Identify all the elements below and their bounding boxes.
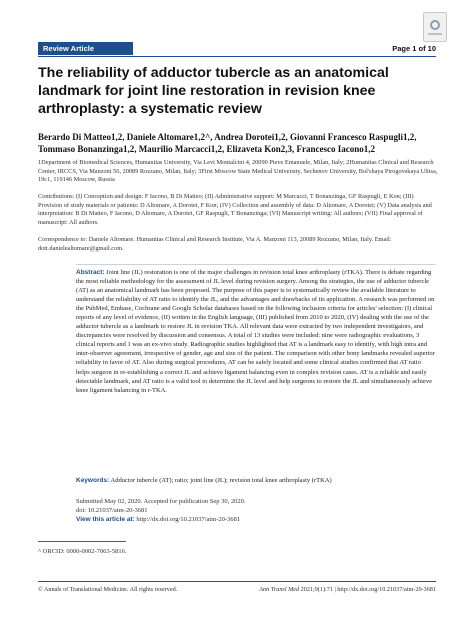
header-rule [38,56,436,57]
badge-bar [428,33,442,35]
keywords-label: Keywords: [76,477,110,484]
view-article-line [76,515,436,524]
orcid-footnote: ^ ORCID: 0000-0002-7063-5816. [38,548,127,555]
citation-journal: Ann Transl Med [259,586,300,593]
article-link[interactable]: http://dx.doi.org/10.21037/atm-20-3681 [136,516,241,523]
copyright: © Annals of Translational Medicine. All rights reserved. [38,586,178,593]
abstract [76,268,436,395]
abstract-label: Abstract: [76,269,105,276]
view-label: View this article at: [76,516,135,523]
article-title: The reliability of adductor tubercle as an anatomical landmark for joint line restoration in revision knee arthroplasty: a systematic review [38,65,389,117]
page-number: Page 1 of 10 [392,44,436,53]
check-for-updates-icon[interactable] [423,12,447,42]
abstract-text: Joint line (JL) restoration is one of the major challenges in revision total knee arthroplasty (rTKA). There is debate regarding the most reliable methodology for the assessment of JL level during revision surgery. Among the strategies, the use of adductor tubercle (AT) as an anatomical landmark has been proposed. The purpose of this paper is to systematically review the available literature to understand the reliability of AT ratio to identify the JL, and the advantages and drawbacks of its application. A research was performed on the PubMed, Embase, Cochrane and Google Scholar databases based on the following inclusion criteria for articles' selection: (I) clinical reports of any level of evidence, (II) written in the English language, (III) published from 2010 to 2020, (IV) dealing with the use of the adductor tubercle as a landmark to restore JL in revision TKA. All relevant data were extracted by two independent investigators, and discrepancies were resolved by discussion and consensus. A total of 13 studies were included: nine were radiographic evaluations, 3 clinical reports and 1 was an ex-vivo study. Radiographic studies highlighted that AT is a landmark easy to identify, with high intra and inter-observer agreement, irrespective of gender, age and size of the patient. The comparison with other bony landmarks revealed superior reliability in favor of AT. Also during surgical procedures, AT can be safely located and some clinical studies confirmed that AT ratio helps surgeon in re-establishing a correct JL and achieve ligament balancing even in complex revision cases. AT is a reliable and easily detectable landmark, and AT ratio is a valid tool to determine the JL level and help surgeons to restore the JL and simultaneously achieve knee ligament balancing in r-TKA. [76,269,435,394]
keywords [76,476,436,485]
badge-ring [430,20,440,30]
footer-rule [38,581,436,582]
contributions: Contributions: (I) Conception and design: F Iacono, B Di Matteo; (II) Administrative support: M Marcacci, T Bonanzinga, GF Raspugli, E Kon; (III) Provision of study materials or patients: D Altomare, A Dorotei, F Kon; (IV) Collection and assembly of data: D Altomare, A Dorotei; (V) Data analysis and interpretation: B Di Matteo, F Iacono, D Altomare, A Dorotei, GF Raspugli, T Bonanzinga; (VI) Manuscript writing: All authors; (VII) Final approval of manuscript: All authors. [38,193,432,226]
correspondence: Correspondence to: Daniele Altomare. Humanitas Clinical and Research Institute, Via A. Manzoni 113, 20089 Rozzano, Milan, Italy. Email: dott.danielealtomare@gmail.com. [38,236,392,252]
publication-dates [76,497,436,524]
abstract-section [76,264,436,490]
footnote-rule [38,541,126,542]
article-header [38,42,436,56]
author-list: Berardo Di Matteo1,2, Daniele Altomare1,2^, Andrea Dorotei1,2, Giovanni Francesco Raspugli1,2, Tommaso Bonanzinga1,2, Maurilio Marcacci1,2, Elizaveta Kon2,3, Francesco Iacono1,2 [38,132,417,154]
doi: doi: 10.21037/atm-20-3681 [76,507,148,514]
submission-dates: Submitted May 02, 2020. Accepted for publication Sep 30, 2020. [76,498,246,505]
section-tag: Review Article [38,42,133,55]
affiliations: 1Department of Biomedical Sciences, Humanitas University, Via Levi Montalcini 4, 20090 Pieve Emanuele, Milan, Italy; 2Humanitas Clinical and Research Center, IRCCS, Via Manzoni 56, 20089 Rozzano, Milan, Italy; 3First Moscow State Medical University, Sechenov University, Bol'shaya Pirogovskaya Ulitsa, 19c1, 119146 Moscow, Russia [38,159,438,184]
keywords-text: Adductor tubercle (AT); ratio; joint line (JL); revision total knee arthroplasty (rTKA) [110,477,332,484]
citation-details: 2021;9(1):71 | http://dx.doi.org/10.21037/atm-20-3681 [299,586,436,593]
citation [259,586,436,593]
